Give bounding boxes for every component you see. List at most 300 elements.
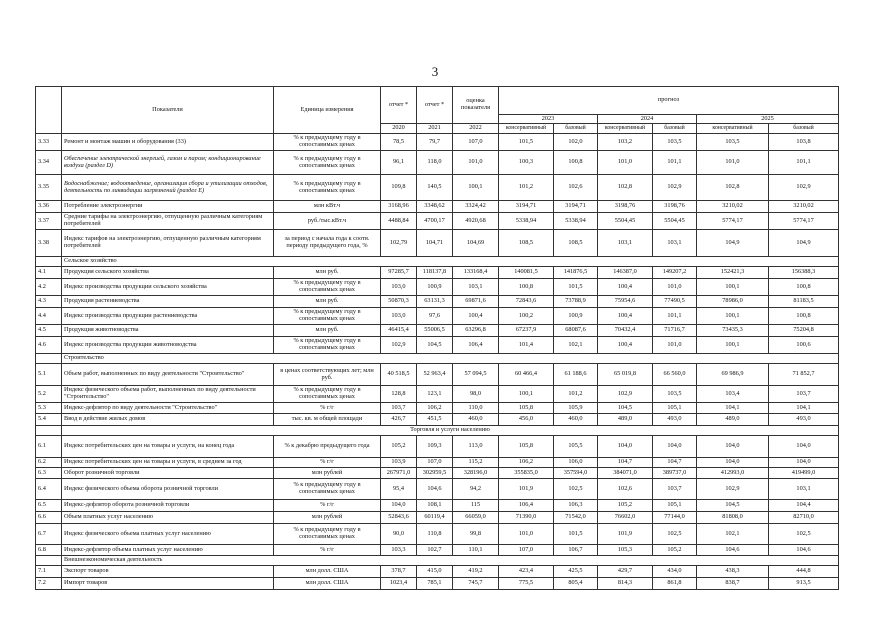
value-cell: 102,9 bbox=[697, 479, 769, 500]
value-cell: 67237,9 bbox=[499, 325, 554, 337]
value-cell: 104,6 bbox=[769, 545, 839, 556]
value-cell: 103,1 bbox=[453, 279, 499, 296]
table-row bbox=[36, 524, 839, 545]
value-cell: 103,2 bbox=[598, 134, 653, 151]
value-cell: 63296,8 bbox=[453, 325, 499, 337]
value-cell: 103,7 bbox=[381, 403, 417, 414]
unit-cell: % г/г bbox=[274, 500, 381, 512]
value-cell: 128,8 bbox=[381, 386, 417, 403]
value-cell: 50870,3 bbox=[381, 296, 417, 308]
row-number: 4.3 bbox=[36, 296, 62, 308]
value-cell: 100,4 bbox=[598, 308, 653, 325]
value-cell: 3168,96 bbox=[381, 201, 417, 213]
value-cell: 4488,84 bbox=[381, 213, 417, 230]
value-cell: 103,5 bbox=[653, 134, 697, 151]
value-cell: 412993,0 bbox=[697, 468, 769, 479]
indicator-name: Продукция животноводства bbox=[62, 325, 274, 337]
table-row bbox=[36, 337, 839, 354]
value-cell: 71542,0 bbox=[554, 512, 598, 524]
value-cell: 63131,3 bbox=[417, 296, 453, 308]
indicator-name: Потребление электроэнергии bbox=[62, 201, 274, 213]
value-cell: 107,0 bbox=[417, 458, 453, 468]
value-cell: 5338,94 bbox=[499, 213, 554, 230]
value-cell: 108,1 bbox=[417, 500, 453, 512]
value-cell: 152421,3 bbox=[697, 267, 769, 279]
row-number: 5.4 bbox=[36, 414, 62, 426]
header-conservative-2025: консервативный bbox=[697, 124, 769, 134]
value-cell: 106,4 bbox=[499, 500, 554, 512]
value-cell: 357594,0 bbox=[554, 468, 598, 479]
value-cell: 102,9 bbox=[653, 175, 697, 201]
row-number: 3.38 bbox=[36, 230, 62, 257]
row-number: 6.2 bbox=[36, 458, 62, 468]
value-cell: 355835,0 bbox=[499, 468, 554, 479]
value-cell: 71 852,7 bbox=[769, 364, 839, 386]
value-cell: 100,8 bbox=[499, 279, 554, 296]
value-cell: 102,9 bbox=[769, 175, 839, 201]
value-cell: 73788,9 bbox=[554, 296, 598, 308]
header-year-2025: 2025 bbox=[697, 115, 839, 124]
value-cell: 102,9 bbox=[598, 386, 653, 403]
value-cell: 105,2 bbox=[381, 436, 417, 458]
value-cell: 100,9 bbox=[554, 308, 598, 325]
table-row bbox=[36, 403, 839, 414]
value-cell: 104,7 bbox=[653, 458, 697, 468]
value-cell: 489,0 bbox=[598, 414, 653, 426]
indicator-name: Ввод в действие жилых домов bbox=[62, 414, 274, 426]
unit-cell: % к предыдущему году в сопоставимых ценах bbox=[274, 134, 381, 151]
row-number: 4.1 bbox=[36, 267, 62, 279]
unit-cell: за период с начала года к соотв. периоду предыдущего года, % bbox=[274, 230, 381, 257]
value-cell: 104,6 bbox=[417, 479, 453, 500]
value-cell: 104,9 bbox=[697, 230, 769, 257]
table-row bbox=[36, 545, 839, 556]
table-row bbox=[36, 436, 839, 458]
value-cell: 101,1 bbox=[653, 308, 697, 325]
value-cell: 100,8 bbox=[769, 308, 839, 325]
value-cell: 71716,7 bbox=[653, 325, 697, 337]
header-conservative-2023: консервативный bbox=[499, 124, 554, 134]
value-cell: 105,8 bbox=[499, 403, 554, 414]
value-cell: 77144,0 bbox=[653, 512, 697, 524]
row-number: 4.6 bbox=[36, 337, 62, 354]
forecast-table bbox=[35, 86, 839, 590]
value-cell: 66 560,0 bbox=[653, 364, 697, 386]
table-row bbox=[36, 134, 839, 151]
value-cell: 101,1 bbox=[653, 151, 697, 175]
value-cell: 101,2 bbox=[554, 386, 598, 403]
row-number: 5.3 bbox=[36, 403, 62, 414]
value-cell: 104,1 bbox=[769, 403, 839, 414]
value-cell: 3210,02 bbox=[697, 201, 769, 213]
section-row bbox=[36, 354, 839, 364]
value-cell: 103,1 bbox=[598, 230, 653, 257]
value-cell: 102,9 bbox=[381, 337, 417, 354]
unit-cell: млн руб. bbox=[274, 267, 381, 279]
value-cell: 104,1 bbox=[697, 403, 769, 414]
value-cell: 913,5 bbox=[769, 578, 839, 590]
value-cell: 68087,6 bbox=[554, 325, 598, 337]
header-year-2024: 2024 bbox=[598, 115, 697, 124]
value-cell: 52 963,4 bbox=[417, 364, 453, 386]
value-cell: 101,0 bbox=[697, 151, 769, 175]
value-cell: 102,5 bbox=[554, 479, 598, 500]
value-cell: 110,8 bbox=[417, 524, 453, 545]
indicator-name: Индекс физического объема работ, выполненных по виду деятельности "Строительство" bbox=[62, 386, 274, 403]
value-cell: 107,0 bbox=[499, 545, 554, 556]
table-row bbox=[36, 201, 839, 213]
row-number: 3.36 bbox=[36, 201, 62, 213]
value-cell: 104,0 bbox=[769, 458, 839, 468]
indicator-name: Индекс производства продукции растениеводства bbox=[62, 308, 274, 325]
value-cell: 100,1 bbox=[697, 279, 769, 296]
value-cell: 115,2 bbox=[453, 458, 499, 468]
value-cell: 103,4 bbox=[697, 386, 769, 403]
table-row bbox=[36, 414, 839, 426]
value-cell: 785,1 bbox=[417, 578, 453, 590]
value-cell: 100,1 bbox=[697, 308, 769, 325]
indicator-name: Ремонт и монтаж машин и оборудования (33) bbox=[62, 134, 274, 151]
value-cell: 99,8 bbox=[453, 524, 499, 545]
value-cell: 110,0 bbox=[453, 403, 499, 414]
unit-cell: млн долл. США bbox=[274, 578, 381, 590]
value-cell: 103,9 bbox=[381, 458, 417, 468]
indicator-name: Индекс физического объема оборота розничной торговли bbox=[62, 479, 274, 500]
value-cell: 66059,0 bbox=[453, 512, 499, 524]
value-cell: 104,69 bbox=[453, 230, 499, 257]
indicator-name: Индекс физического объема платных услуг населению bbox=[62, 524, 274, 545]
value-cell: 106,4 bbox=[453, 337, 499, 354]
section-number-cell bbox=[36, 354, 62, 364]
table-row bbox=[36, 308, 839, 325]
value-cell: 415,0 bbox=[417, 566, 453, 578]
indicator-name: Индекс-дефлятор по виду деятельности "Строительство" bbox=[62, 403, 274, 414]
header-year-2023: 2023 bbox=[499, 115, 598, 124]
value-cell: 104,4 bbox=[769, 500, 839, 512]
unit-cell: % к предыдущему году в сопоставимых ценах bbox=[274, 175, 381, 201]
row-number: 4.5 bbox=[36, 325, 62, 337]
unit-cell: млн руб. bbox=[274, 325, 381, 337]
value-cell: 101,2 bbox=[499, 175, 554, 201]
value-cell: 102,6 bbox=[598, 479, 653, 500]
table-row bbox=[36, 479, 839, 500]
value-cell: 108,5 bbox=[499, 230, 554, 257]
header-forecast: прогноз bbox=[499, 87, 839, 115]
table-row bbox=[36, 500, 839, 512]
value-cell: 78986,0 bbox=[697, 296, 769, 308]
value-cell: 115 bbox=[453, 500, 499, 512]
value-cell: 104,0 bbox=[598, 436, 653, 458]
value-cell: 78,5 bbox=[381, 134, 417, 151]
value-cell: 104,0 bbox=[769, 436, 839, 458]
value-cell: 141876,5 bbox=[554, 267, 598, 279]
value-cell: 65 019,8 bbox=[598, 364, 653, 386]
value-cell: 46415,4 bbox=[381, 325, 417, 337]
value-cell: 60119,4 bbox=[417, 512, 453, 524]
value-cell: 81808,0 bbox=[697, 512, 769, 524]
value-cell: 100,8 bbox=[769, 279, 839, 296]
value-cell: 101,0 bbox=[653, 279, 697, 296]
value-cell: 3194,71 bbox=[499, 201, 554, 213]
value-cell: 102,5 bbox=[769, 524, 839, 545]
value-cell: 105,9 bbox=[554, 403, 598, 414]
value-cell: 775,5 bbox=[499, 578, 554, 590]
indicator-name: Индекс потребительских цен на товары и услуги, на конец года bbox=[62, 436, 274, 458]
value-cell: 104,7 bbox=[598, 458, 653, 468]
row-number: 5.1 bbox=[36, 364, 62, 386]
value-cell: 103,5 bbox=[697, 134, 769, 151]
value-cell: 123,1 bbox=[417, 386, 453, 403]
indicator-name: Оборот розничной торговли bbox=[62, 468, 274, 479]
value-cell: 4700,17 bbox=[417, 213, 453, 230]
value-cell: 103,0 bbox=[381, 279, 417, 296]
value-cell: 102,0 bbox=[554, 134, 598, 151]
row-number: 5.2 bbox=[36, 386, 62, 403]
unit-cell: % к предыдущему году в сопоставимых ценах bbox=[274, 151, 381, 175]
row-number: 3.37 bbox=[36, 213, 62, 230]
section-row bbox=[36, 426, 839, 436]
value-cell: 101,0 bbox=[453, 151, 499, 175]
section-title: Торговля и услуги населению bbox=[62, 426, 839, 436]
value-cell: 101,0 bbox=[499, 524, 554, 545]
table-row bbox=[36, 213, 839, 230]
value-cell: 97,6 bbox=[417, 308, 453, 325]
value-cell: 838,7 bbox=[697, 578, 769, 590]
value-cell: 105,1 bbox=[653, 403, 697, 414]
unit-cell: млн рублей bbox=[274, 512, 381, 524]
unit-cell: % г/г bbox=[274, 458, 381, 468]
value-cell: 456,0 bbox=[499, 414, 554, 426]
unit-cell: млн рублей bbox=[274, 468, 381, 479]
value-cell: 425,5 bbox=[554, 566, 598, 578]
section-title: Сельское хозяйство bbox=[62, 257, 839, 267]
value-cell: 104,0 bbox=[381, 500, 417, 512]
value-cell: 493,0 bbox=[653, 414, 697, 426]
value-cell: 104,0 bbox=[697, 436, 769, 458]
value-cell: 426,7 bbox=[381, 414, 417, 426]
value-cell: 5774,17 bbox=[697, 213, 769, 230]
value-cell: 100,2 bbox=[499, 308, 554, 325]
value-cell: 73435,3 bbox=[697, 325, 769, 337]
header-estimate-2022: оценка показателя bbox=[453, 87, 499, 124]
indicator-name: Продукция сельского хозяйства bbox=[62, 267, 274, 279]
value-cell: 105,2 bbox=[653, 545, 697, 556]
row-number: 6.3 bbox=[36, 468, 62, 479]
row-number: 3.34 bbox=[36, 151, 62, 175]
value-cell: 3198,76 bbox=[598, 201, 653, 213]
indicator-name: Импорт товаров bbox=[62, 578, 274, 590]
value-cell: 71390,0 bbox=[499, 512, 554, 524]
value-cell: 5504,45 bbox=[598, 213, 653, 230]
unit-cell: % к предыдущему году в сопоставимых ценах bbox=[274, 479, 381, 500]
unit-cell: тыс. кв. м общей площади bbox=[274, 414, 381, 426]
value-cell: 106,2 bbox=[499, 458, 554, 468]
value-cell: 5774,17 bbox=[769, 213, 839, 230]
value-cell: 100,1 bbox=[499, 386, 554, 403]
value-cell: 434,0 bbox=[653, 566, 697, 578]
value-cell: 70432,4 bbox=[598, 325, 653, 337]
value-cell: 96,1 bbox=[381, 151, 417, 175]
value-cell: 103,0 bbox=[381, 308, 417, 325]
table-row bbox=[36, 458, 839, 468]
row-number: 3.35 bbox=[36, 175, 62, 201]
value-cell: 60 466,4 bbox=[499, 364, 554, 386]
value-cell: 149207,2 bbox=[653, 267, 697, 279]
value-cell: 105,8 bbox=[499, 436, 554, 458]
value-cell: 5338,94 bbox=[554, 213, 598, 230]
header-number bbox=[36, 87, 62, 134]
unit-cell: % к предыдущему году в сопоставимых ценах bbox=[274, 386, 381, 403]
section-row bbox=[36, 257, 839, 267]
value-cell: 82710,0 bbox=[769, 512, 839, 524]
section-number-cell bbox=[36, 257, 62, 267]
value-cell: 101,9 bbox=[598, 524, 653, 545]
value-cell: 90,0 bbox=[381, 524, 417, 545]
header-year-2020: 2020 bbox=[381, 124, 417, 134]
value-cell: 104,5 bbox=[417, 337, 453, 354]
value-cell: 101,1 bbox=[769, 151, 839, 175]
value-cell: 3324,42 bbox=[453, 201, 499, 213]
value-cell: 378,7 bbox=[381, 566, 417, 578]
value-cell: 77490,5 bbox=[653, 296, 697, 308]
unit-cell: % к предыдущему году в сопоставимых ценах bbox=[274, 279, 381, 296]
value-cell: 118137,8 bbox=[417, 267, 453, 279]
unit-cell: % к предыдущему году в сопоставимых ценах bbox=[274, 337, 381, 354]
value-cell: 75954,6 bbox=[598, 296, 653, 308]
header-year-2021: 2021 bbox=[417, 124, 453, 134]
row-number: 6.4 bbox=[36, 479, 62, 500]
value-cell: 75204,8 bbox=[769, 325, 839, 337]
value-cell: 61 188,6 bbox=[554, 364, 598, 386]
value-cell: 104,71 bbox=[417, 230, 453, 257]
value-cell: 103,8 bbox=[769, 134, 839, 151]
value-cell: 108,5 bbox=[554, 230, 598, 257]
value-cell: 814,3 bbox=[598, 578, 653, 590]
header-base-2023: базовый bbox=[554, 124, 598, 134]
value-cell: 106,0 bbox=[554, 458, 598, 468]
table-body bbox=[36, 134, 839, 590]
table-row bbox=[36, 566, 839, 578]
indicator-name: Экспорт товаров bbox=[62, 566, 274, 578]
value-cell: 110,1 bbox=[453, 545, 499, 556]
value-cell: 100,1 bbox=[453, 175, 499, 201]
value-cell: 419499,0 bbox=[769, 468, 839, 479]
value-cell: 103,1 bbox=[769, 479, 839, 500]
value-cell: 100,8 bbox=[554, 151, 598, 175]
value-cell: 104,9 bbox=[769, 230, 839, 257]
value-cell: 745,7 bbox=[453, 578, 499, 590]
value-cell: 100,6 bbox=[769, 337, 839, 354]
value-cell: 805,4 bbox=[554, 578, 598, 590]
value-cell: 302959,5 bbox=[417, 468, 453, 479]
unit-cell: % г/г bbox=[274, 545, 381, 556]
value-cell: 429,7 bbox=[598, 566, 653, 578]
value-cell: 389737,0 bbox=[653, 468, 697, 479]
table-row bbox=[36, 151, 839, 175]
unit-cell: % к декабрю предыдущего года bbox=[274, 436, 381, 458]
value-cell: 3198,76 bbox=[653, 201, 697, 213]
value-cell: 79,7 bbox=[417, 134, 453, 151]
value-cell: 40 518,5 bbox=[381, 364, 417, 386]
value-cell: 3210,02 bbox=[769, 201, 839, 213]
value-cell: 140,5 bbox=[417, 175, 453, 201]
value-cell: 57 094,5 bbox=[453, 364, 499, 386]
table-row bbox=[36, 512, 839, 524]
value-cell: 106,2 bbox=[417, 403, 453, 414]
value-cell: 103,3 bbox=[381, 545, 417, 556]
value-cell: 97285,7 bbox=[381, 267, 417, 279]
row-number: 6.7 bbox=[36, 524, 62, 545]
row-number: 7.1 bbox=[36, 566, 62, 578]
row-number: 7.2 bbox=[36, 578, 62, 590]
value-cell: 156388,3 bbox=[769, 267, 839, 279]
value-cell: 105,5 bbox=[554, 436, 598, 458]
value-cell: 109,3 bbox=[417, 436, 453, 458]
page-number: 3 bbox=[431, 64, 439, 79]
value-cell: 102,7 bbox=[417, 545, 453, 556]
unit-cell: млн кВт.ч bbox=[274, 201, 381, 213]
value-cell: 100,4 bbox=[453, 308, 499, 325]
value-cell: 102,1 bbox=[554, 337, 598, 354]
unit-cell: % к предыдущему году в сопоставимых ценах bbox=[274, 524, 381, 545]
value-cell: 451,5 bbox=[417, 414, 453, 426]
value-cell: 460,0 bbox=[453, 414, 499, 426]
value-cell: 52843,6 bbox=[381, 512, 417, 524]
indicator-name: Средние тарифы на электроэнергию, отпущенную различным категориям потребителей bbox=[62, 213, 274, 230]
table-row bbox=[36, 578, 839, 590]
value-cell: 101,0 bbox=[598, 151, 653, 175]
value-cell: 103,5 bbox=[653, 386, 697, 403]
table-row bbox=[36, 364, 839, 386]
unit-cell: в ценах соответствующих лет; млн руб. bbox=[274, 364, 381, 386]
value-cell: 489,0 bbox=[697, 414, 769, 426]
unit-cell: млн руб. bbox=[274, 296, 381, 308]
row-number: 3.33 bbox=[36, 134, 62, 151]
indicator-name: Водоснабжение; водоотведение, организация сбора и утилизации отходов, деятельность по ликвидации загрязнений (раздел E) bbox=[62, 175, 274, 201]
value-cell: 72843,6 bbox=[499, 296, 554, 308]
value-cell: 419,2 bbox=[453, 566, 499, 578]
header-conservative-2024: консервативный bbox=[598, 124, 653, 134]
value-cell: 105,3 bbox=[598, 545, 653, 556]
value-cell: 101,5 bbox=[554, 524, 598, 545]
indicator-name: Продукция растениеводства bbox=[62, 296, 274, 308]
row-number: 4.2 bbox=[36, 279, 62, 296]
value-cell: 104,5 bbox=[598, 403, 653, 414]
value-cell: 493,0 bbox=[769, 414, 839, 426]
header-report-2021: отчет * bbox=[417, 87, 453, 124]
value-cell: 267971,0 bbox=[381, 468, 417, 479]
row-number: 4.4 bbox=[36, 308, 62, 325]
value-cell: 100,9 bbox=[417, 279, 453, 296]
header-base-2025: базовый bbox=[769, 124, 839, 134]
value-cell: 109,8 bbox=[381, 175, 417, 201]
value-cell: 104,0 bbox=[653, 436, 697, 458]
value-cell: 460,0 bbox=[554, 414, 598, 426]
value-cell: 118,0 bbox=[417, 151, 453, 175]
value-cell: 103,7 bbox=[769, 386, 839, 403]
unit-cell: % к предыдущему году в сопоставимых ценах bbox=[274, 308, 381, 325]
section-title: Внешнеэкономическая деятельность bbox=[62, 556, 839, 566]
indicator-name: Индекс потребительских цен на товары и услуги, в среднем за год bbox=[62, 458, 274, 468]
value-cell: 423,4 bbox=[499, 566, 554, 578]
value-cell: 100,1 bbox=[697, 337, 769, 354]
unit-cell: руб./тыс.кВт.ч bbox=[274, 213, 381, 230]
value-cell: 140081,5 bbox=[499, 267, 554, 279]
indicator-name: Индекс-дефлятор объема платных услуг населению bbox=[62, 545, 274, 556]
value-cell: 101,9 bbox=[499, 479, 554, 500]
value-cell: 94,2 bbox=[453, 479, 499, 500]
value-cell: 102,5 bbox=[653, 524, 697, 545]
